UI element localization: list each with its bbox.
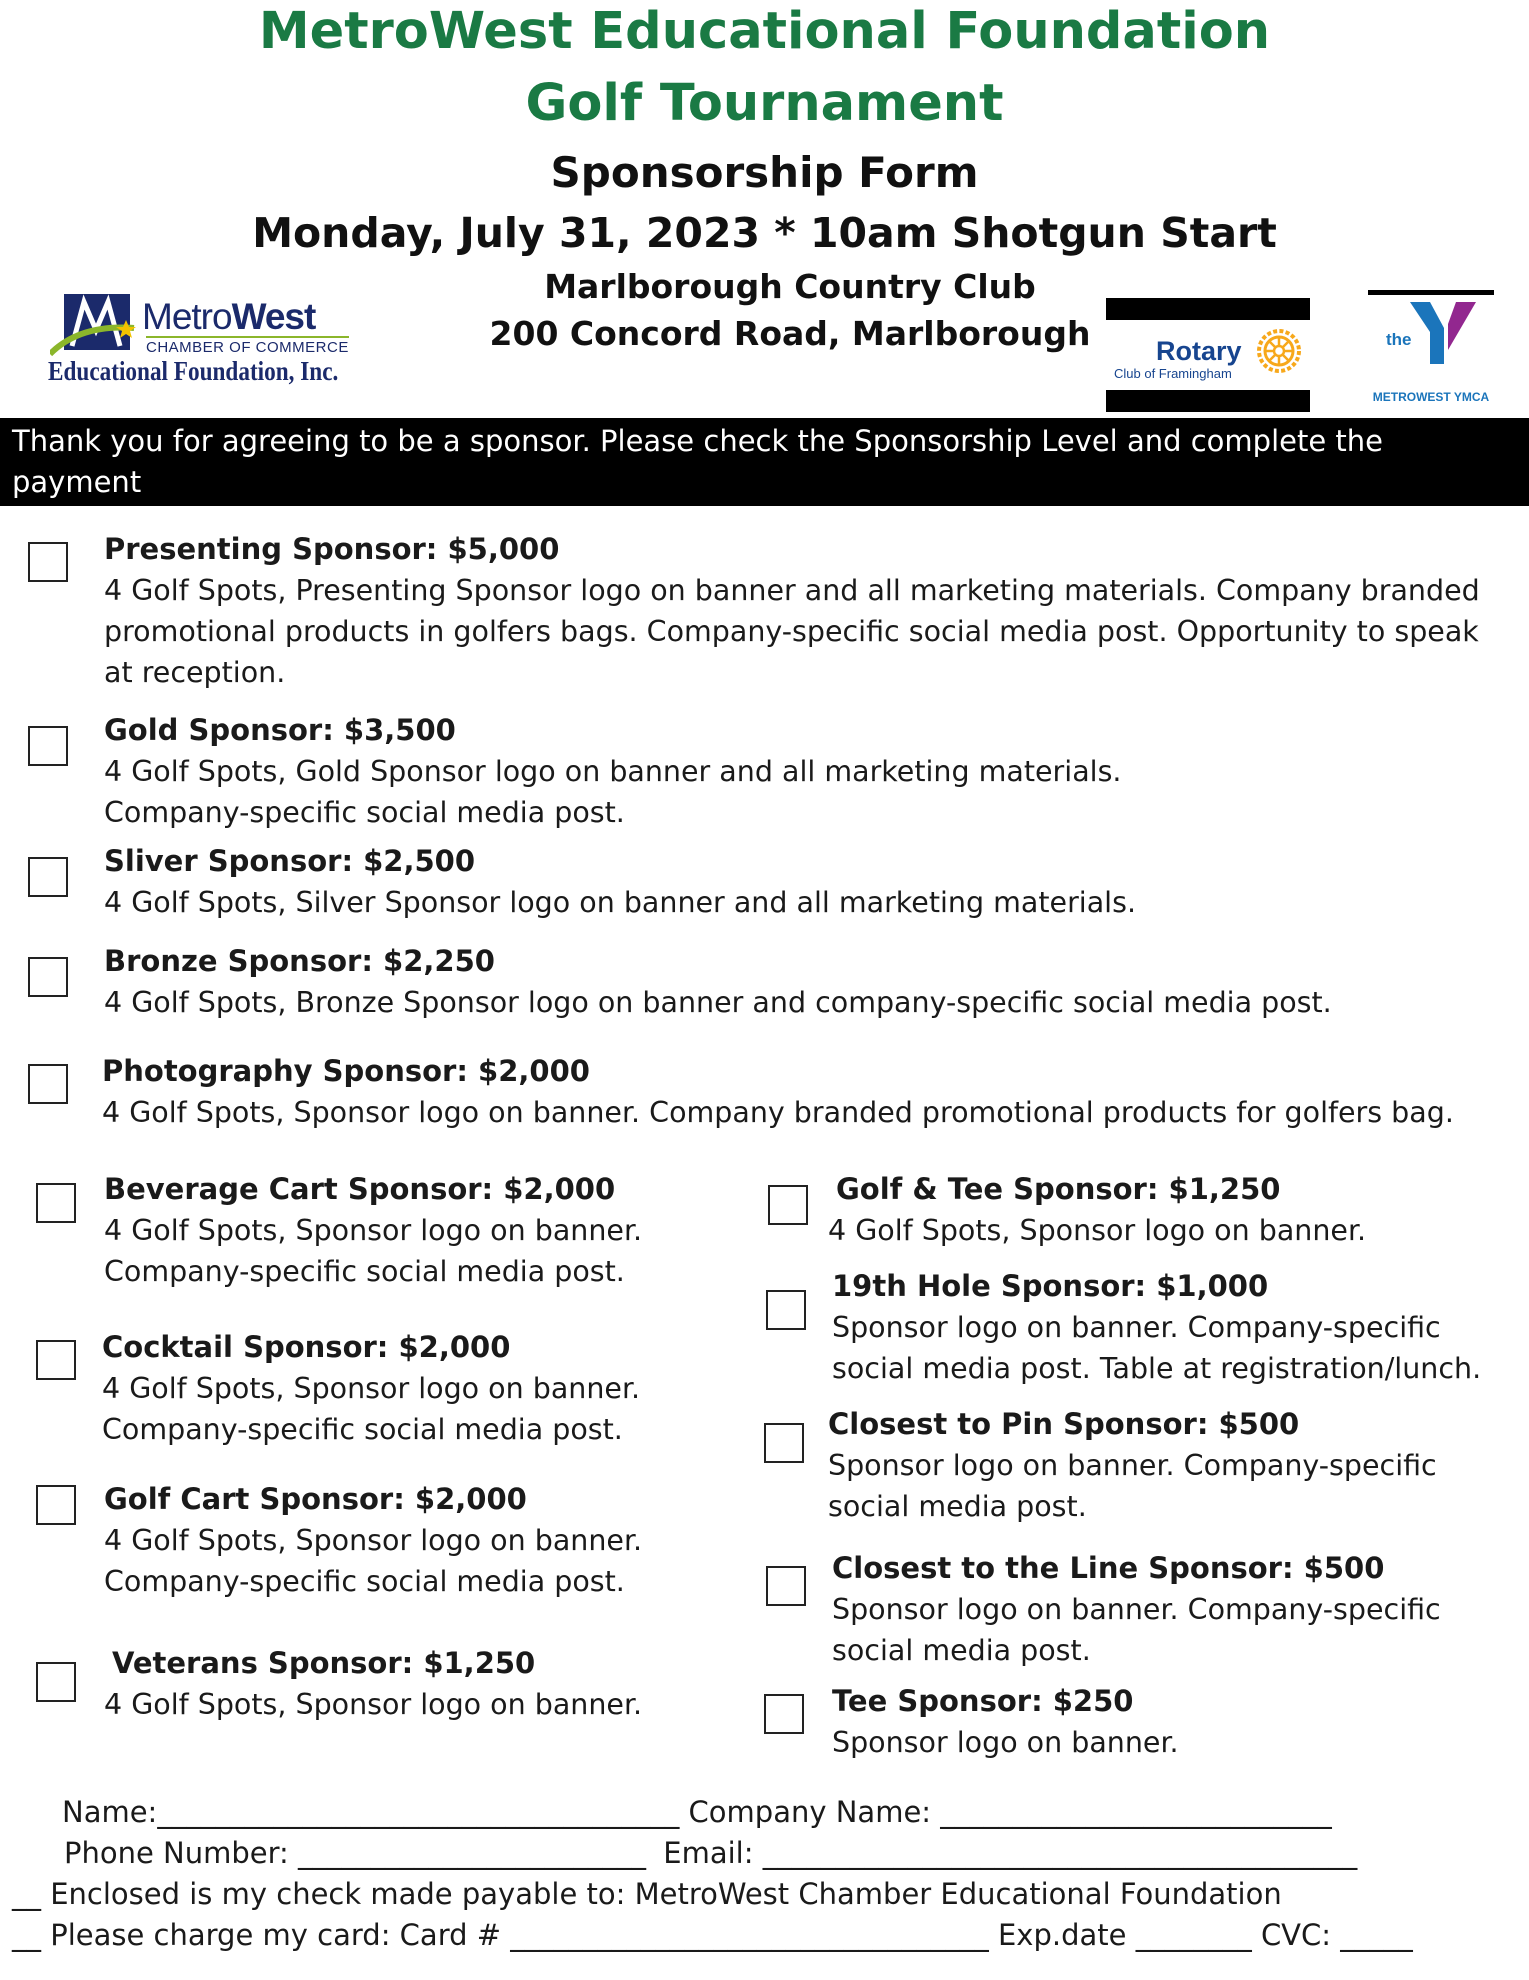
exp-date-label: Exp.date <box>997 1918 1127 1952</box>
metrowest-logo <box>46 290 356 390</box>
exp-date-field[interactable]: ________ <box>1135 1918 1252 1952</box>
notice-line-2: information below. Please contact 508-879-5600 or stephanie@metrowest.org with questions. <box>12 506 1378 540</box>
name-row <box>62 1792 1332 1832</box>
tier-title: Tee Sponsor: $250 <box>832 1684 1134 1718</box>
phone-email-row <box>64 1833 1357 1873</box>
tier-golf-cart <box>104 1479 744 1602</box>
rotary-logo-club: Club of Framingham <box>1114 366 1232 381</box>
tier-description: Sponsor logo on banner. <box>832 1726 1179 1759</box>
tier-tee <box>832 1681 1522 1763</box>
title-line-2: Golf Tournament <box>525 74 1004 133</box>
closest-to-line-sponsor-checkbox[interactable] <box>766 1566 806 1606</box>
metrowest-logo-foundation: Educational Foundation, Inc. <box>48 356 339 386</box>
golf-cart-sponsor-checkbox[interactable] <box>36 1485 76 1525</box>
email-label: Email: <box>663 1836 754 1870</box>
metrowest-logo-subtitle: CHAMBER OF COMMERCE <box>146 336 349 356</box>
phone-label: Phone Number: <box>64 1836 289 1870</box>
tier-title: Beverage Cart Sponsor: $2,000 <box>104 1172 616 1206</box>
rotary-wheel-icon <box>1256 328 1302 374</box>
ymca-logo-the: the <box>1386 330 1412 349</box>
tier-title: Gold Sponsor: $3,500 <box>104 713 456 747</box>
tier-title: Golf Cart Sponsor: $2,000 <box>104 1482 527 1516</box>
notice-line-1: Thank you for agreeing to be a sponsor. Please check the Sponsorship Level and complete the payment <box>12 424 1384 499</box>
form-title: Sponsorship Form <box>550 148 979 197</box>
tier-description: 4 Golf Spots, Sponsor logo on banner. Company branded promotional products for golfers bag. <box>102 1096 1454 1129</box>
tier-closest-to-pin <box>828 1404 1518 1527</box>
photography-sponsor-checkbox[interactable] <box>28 1064 68 1104</box>
name-field[interactable]: ____________________________________ <box>157 1795 680 1829</box>
tier-description: 4 Golf Spots, Sponsor logo on banner. <box>828 1214 1367 1247</box>
tier-cocktail <box>102 1327 742 1450</box>
metrowest-logo-name: MetroWest <box>142 296 316 337</box>
tier-beverage-cart <box>104 1169 744 1292</box>
tier-description: 4 Golf Spots, Presenting Sponsor logo on banner and all marketing materials. Company branded promotional products in golfers bags. Company-specific social media post. Opportunity to speak at reception. <box>104 574 1480 689</box>
closest-to-pin-sponsor-checkbox[interactable] <box>764 1423 804 1463</box>
rotary-bottom-bar <box>1106 390 1310 412</box>
tier-gold <box>104 710 1524 833</box>
tier-veterans <box>104 1643 744 1725</box>
tier-presenting <box>104 529 1524 693</box>
tier-description: Sponsor logo on banner. Company-specific social media post. <box>828 1449 1437 1523</box>
check-payment-option[interactable]: __ Enclosed is my check made payable to: MetroWest Chamber Educational Foundation <box>12 1877 1282 1911</box>
company-name-field[interactable]: ___________________________ <box>940 1795 1332 1829</box>
tier-title: Presenting Sponsor: $5,000 <box>104 532 560 566</box>
ymca-logo <box>1366 290 1496 410</box>
gold-sponsor-checkbox[interactable] <box>28 726 68 766</box>
tier-description: 4 Golf Spots, Sponsor logo on banner. Company-specific social media post. <box>102 1372 641 1446</box>
rotary-top-bar <box>1106 298 1310 320</box>
silver-sponsor-checkbox[interactable] <box>28 857 68 897</box>
title-line-1: MetroWest Educational Foundation <box>258 2 1271 61</box>
rotary-logo-name: Rotary <box>1156 336 1242 366</box>
beverage-cart-sponsor-checkbox[interactable] <box>36 1183 76 1223</box>
tier-title: Photography Sponsor: $2,000 <box>102 1054 590 1088</box>
19th-hole-sponsor-checkbox[interactable] <box>766 1290 806 1330</box>
tier-description: Sponsor logo on banner. Company-specific social media post. <box>832 1593 1441 1667</box>
tier-photography <box>102 1051 1522 1133</box>
bronze-sponsor-checkbox[interactable] <box>28 957 68 997</box>
presenting-sponsor-checkbox[interactable] <box>28 542 68 582</box>
tier-19th-hole <box>832 1266 1522 1389</box>
tier-title: Veterans Sponsor: $1,250 <box>112 1646 536 1680</box>
card-label[interactable]: __ Please charge my card: Card # <box>12 1918 502 1952</box>
tier-description: Sponsor logo on banner. Company-specific social media post. Table at registration/lunch. <box>832 1311 1482 1385</box>
email-field[interactable]: _________________________________________ <box>762 1836 1358 1870</box>
tee-sponsor-checkbox[interactable] <box>764 1694 804 1734</box>
tier-description: 4 Golf Spots, Bronze Sponsor logo on banner and company-specific social media post. <box>104 986 1332 1019</box>
card-payment-row <box>12 1915 1413 1955</box>
phone-field[interactable]: ________________________ <box>298 1836 647 1870</box>
event-date-line: Monday, July 31, 2023 * 10am Shotgun Start <box>252 209 1277 257</box>
tier-title: Cocktail Sponsor: $2,000 <box>102 1330 511 1364</box>
tier-title: Closest to the Line Sponsor: $500 <box>832 1551 1385 1585</box>
tier-description: 4 Golf Spots, Gold Sponsor logo on banner and all marketing materials. Company-specific social media post. <box>104 755 1122 829</box>
notice-bar <box>0 418 1529 540</box>
card-number-field[interactable]: _________________________________ <box>510 1918 989 1952</box>
golf-and-tee-sponsor-checkbox[interactable] <box>768 1185 808 1225</box>
ymca-logo-label: METROWEST YMCA <box>1372 390 1490 404</box>
venue-name: Marlborough Country Club <box>544 267 1036 306</box>
cvc-field[interactable]: _____ <box>1340 1918 1413 1952</box>
tier-description: 4 Golf Spots, Sponsor logo on banner. Company-specific social media post. <box>104 1524 643 1598</box>
tier-silver <box>104 841 1524 923</box>
venue-address: 200 Concord Road, Marlborough <box>489 314 1091 353</box>
tier-description: 4 Golf Spots, Sponsor logo on banner. <box>104 1688 643 1721</box>
tier-title: Golf & Tee Sponsor: $1,250 <box>836 1172 1281 1206</box>
veterans-sponsor-checkbox[interactable] <box>36 1662 76 1702</box>
tier-title: 19th Hole Sponsor: $1,000 <box>832 1269 1269 1303</box>
rotary-logo <box>1106 298 1310 412</box>
ymca-top-bar <box>1368 290 1494 295</box>
name-label: Name: <box>62 1795 158 1829</box>
cocktail-sponsor-checkbox[interactable] <box>36 1340 76 1380</box>
ymca-y-icon <box>1410 302 1476 364</box>
tier-golf-and-tee <box>828 1169 1518 1251</box>
company-name-label: Company Name: <box>688 1795 932 1829</box>
tier-description: 4 Golf Spots, Sponsor logo on banner. Company-specific social media post. <box>104 1214 643 1288</box>
tier-bronze <box>104 941 1524 1023</box>
tier-description: 4 Golf Spots, Silver Sponsor logo on banner and all marketing materials. <box>104 886 1136 919</box>
tier-title: Sliver Sponsor: $2,500 <box>104 844 476 878</box>
metrowest-m-icon <box>50 294 136 360</box>
tier-title: Closest to Pin Sponsor: $500 <box>828 1407 1300 1441</box>
tier-title: Bronze Sponsor: $2,250 <box>104 944 495 978</box>
cvc-label: CVC: <box>1260 1918 1332 1952</box>
tier-closest-to-line <box>832 1548 1522 1671</box>
